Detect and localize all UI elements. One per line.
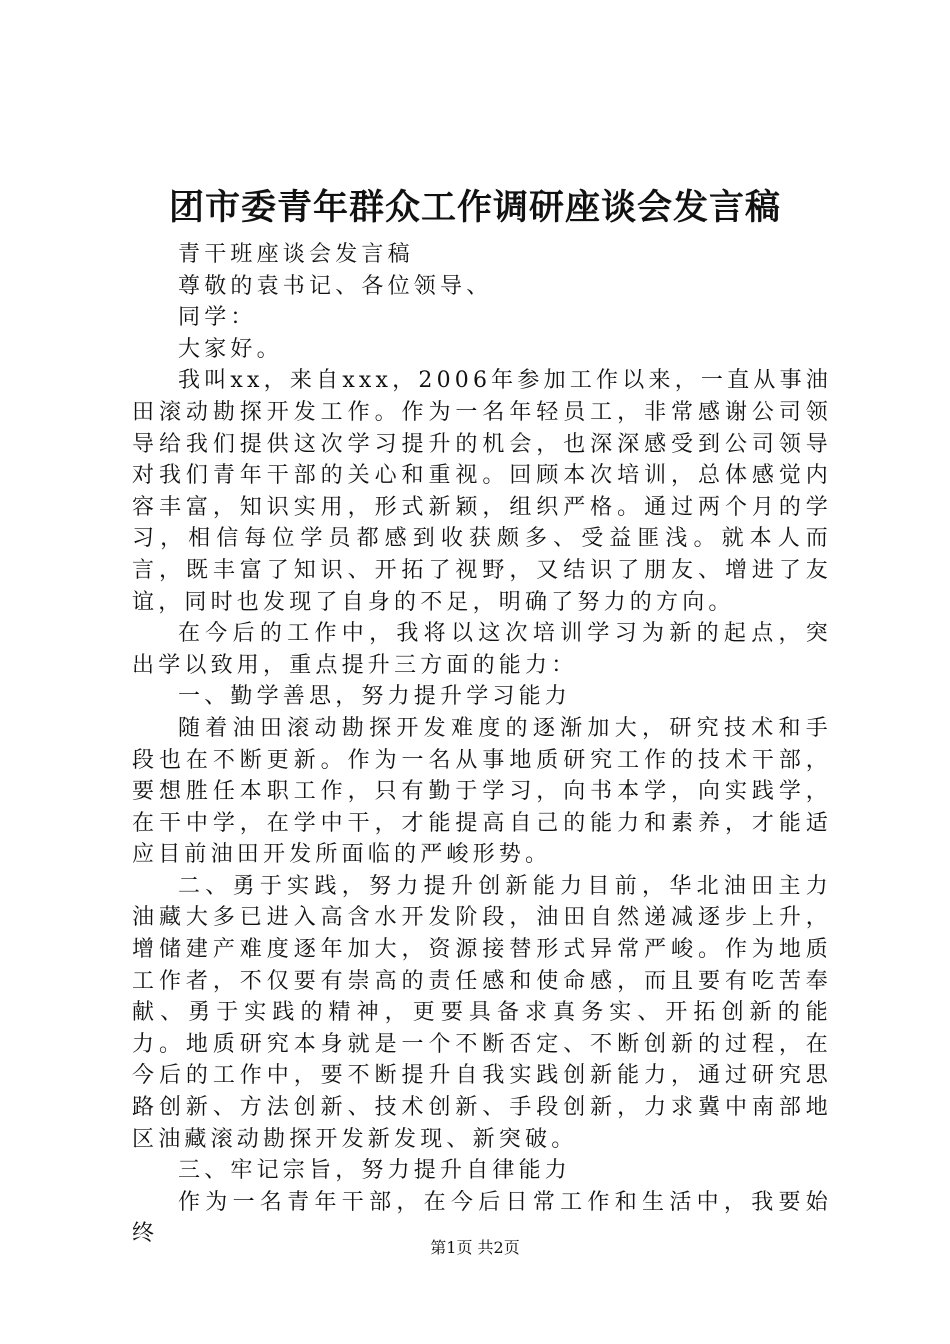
page-footer: 第1页 共2页 [430,1238,520,1257]
heading-section-1: 一、勤学善思，努力提升学习能力 [178,684,572,710]
heading-section-3: 三、牢记宗旨，努力提升自律能力 [178,1158,572,1184]
document-body [132,239,832,1250]
paragraph-intro: 我叫xx，来自xxx，2006年参加工作以来，一直从事油田滚动勘探开发工作。作为一名年轻员工，非常感谢公司领导给我们提供这次学习提升的机会，也深深感受到公司领导对我们青年干部的关心和重视。回顾本次培训，总体感觉内容丰富，知识实用，形式新颖，组织严格。通过两个月的学习，相信每位学员都感到收获颇多、受益匪浅。就本人而言，既丰富了知识、开拓了视野，又结识了朋友、增进了友谊，同时也发现了自身的不足，明确了努力的方向。 [132,368,832,615]
document-title: 团市委青年群众工作调研座谈会发言稿 [168,187,781,228]
paragraph-section-1: 随着油田滚动勘探开发难度的逐渐加大，研究技术和手段也在不断更新。作为一名从事地质研究工作的技术干部，要想胜任本职工作，只有勤于学习，向书本学，向实践学，在干中学，在学中干，才能提高自己的能力和素养，才能适应目前油田开发所面临的严峻形势。 [132,715,832,868]
paragraph-subtitle: 青干班座谈会发言稿 [178,242,414,267]
paragraph-section-3: 作为一名青年干部，在今后日常工作和生活中，我要始终 [132,1189,832,1247]
paragraph-section-2: 二、勇于实践，努力提升创新能力目前，华北油田主力油藏大多已进入高含水开发阶段，油田自然递减逐步上升，增储建产难度逐年加大，资源接替形式异常严峻。作为地质工作者，不仅要有崇高的责任感和使命感，而且要有吃苦奉献、勇于实践的精神，更要具备求真务实、开拓创新的能力。地质研究本身就是一个不断否定、不断创新的过程，在今后的工作中，要不断提升自我实践创新能力，通过研究思路创新、方法创新、技术创新、手段创新，力求冀中南部地区油藏滚动勘探开发新发现、新突破。 [132,873,832,1152]
paragraph-salutation: 尊敬的袁书记、各位领导、 [178,273,493,299]
paragraph-greeting: 大家好。 [178,336,283,362]
paragraph-salutation-cont: 同学： [178,305,257,331]
paragraph-plan: 在今后的工作中，我将以这次培训学习为新的起点，突出学以致用，重点提升三方面的能力： [132,621,832,678]
